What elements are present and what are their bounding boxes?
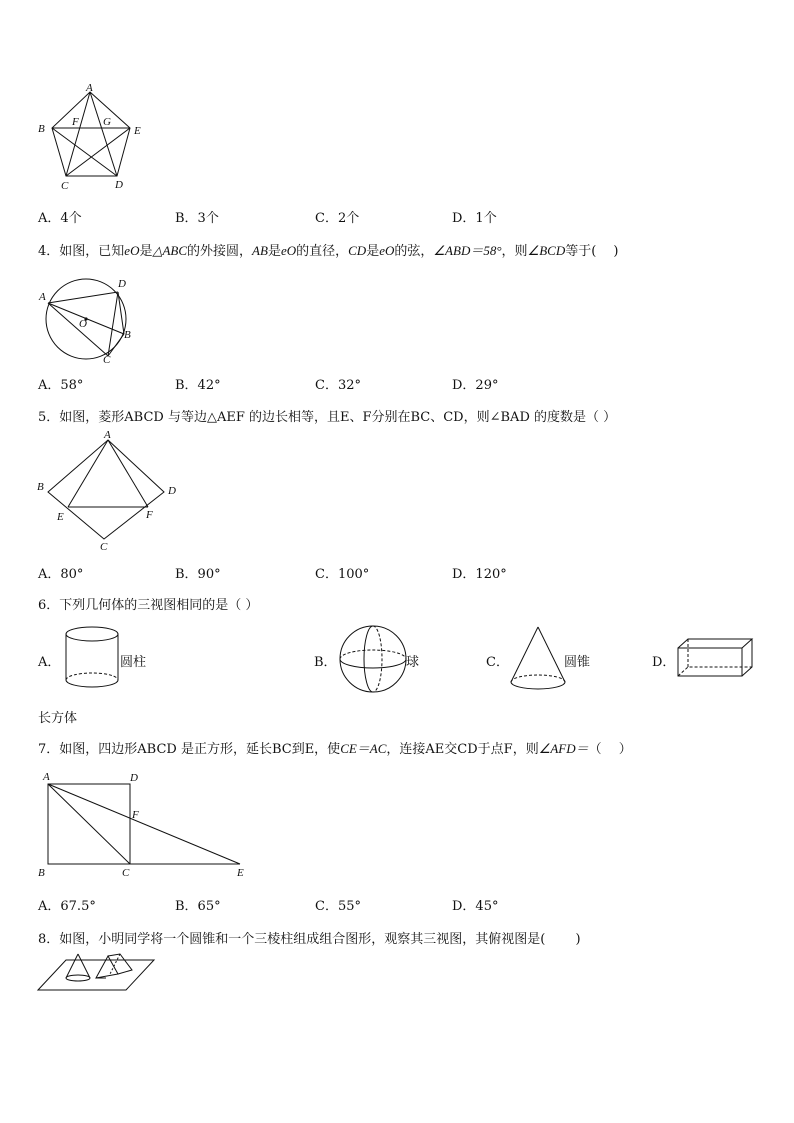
- q7-option-c[interactable]: C．55°: [315, 899, 361, 914]
- q3-option-d[interactable]: D．1个: [452, 211, 497, 226]
- q5-option-c[interactable]: C．100°: [315, 567, 370, 582]
- q5-label-C: C: [100, 541, 108, 553]
- q3-pentagon-figure: [30, 82, 160, 194]
- cone-icon: [508, 624, 568, 694]
- q4-label-B: B: [124, 329, 131, 341]
- q7-label-A: A: [43, 771, 50, 783]
- q6-label-sphere: 球: [406, 655, 420, 670]
- q4-question-text: 4．如图，已知eO是△ABC的外接圆，AB是eO的直径，CD是eO的弦，∠ABD＝58°，则∠BCD等于( ): [38, 243, 619, 259]
- q7-label-E: E: [237, 867, 244, 879]
- q3-option-b[interactable]: B．3个: [175, 211, 219, 226]
- q7-square-figure: [34, 767, 256, 883]
- cylinder-icon: [62, 624, 122, 692]
- q6-option-a[interactable]: A．: [38, 655, 61, 670]
- q3-option-a[interactable]: A．4个: [38, 211, 82, 226]
- q7-label-B: B: [38, 867, 45, 879]
- q4-label-A: A: [39, 291, 46, 303]
- q4-label-D: D: [118, 278, 126, 290]
- q7-label-D: D: [130, 772, 138, 784]
- q7-option-a[interactable]: A．67.5°: [38, 899, 96, 914]
- q3-label-F: F: [72, 116, 79, 128]
- q5-option-a[interactable]: A．80°: [38, 567, 84, 582]
- q8-question-text: 8．如图，小明同学将一个圆锥和一个三棱柱组成组合图形，观察其三视图，其俯视图是( ): [38, 932, 581, 947]
- q4-option-d[interactable]: D．29°: [452, 378, 499, 393]
- cuboid-icon: [674, 636, 756, 680]
- q7-option-b[interactable]: B．65°: [175, 899, 221, 914]
- q4-label-O: O: [79, 318, 87, 330]
- q7-label-C: C: [122, 867, 130, 879]
- q4-label-C: C: [103, 354, 111, 366]
- q6-option-c[interactable]: C．: [486, 655, 509, 670]
- q3-label-A: A: [86, 82, 93, 94]
- q6-label-cuboid: 长方体: [38, 711, 78, 726]
- q3-label-D: D: [115, 179, 123, 191]
- q3-label-B: B: [38, 123, 45, 135]
- q5-option-b[interactable]: B．90°: [175, 567, 221, 582]
- q5-rhombus-figure: [34, 428, 184, 554]
- q5-label-A: A: [104, 429, 111, 441]
- q4-option-b[interactable]: B．42°: [175, 378, 221, 393]
- q6-label-cone: 圆锥: [564, 655, 591, 670]
- q5-label-F: F: [146, 509, 153, 521]
- q3-label-C: C: [61, 180, 69, 192]
- q3-label-E: E: [134, 125, 141, 137]
- q7-question-text: 7．如图，四边形ABCD 是正方形，延长BC到E，使CE＝AC，连接AE交CD于点F，则∠AFD＝（ ）: [38, 741, 632, 757]
- q6-option-d[interactable]: D．: [652, 655, 676, 670]
- sphere-icon: [338, 624, 408, 694]
- q5-option-d[interactable]: D．120°: [452, 567, 507, 582]
- q6-question-text: 6．下列几何体的三视图相同的是（ ）: [38, 598, 259, 613]
- q3-option-c[interactable]: C．2个: [315, 211, 360, 226]
- q7-label-F: F: [132, 809, 139, 821]
- q5-label-D: D: [168, 485, 176, 497]
- q4-circle-figure: [36, 274, 140, 366]
- q4-option-c[interactable]: C．32°: [315, 378, 361, 393]
- q6-option-b[interactable]: B．: [314, 655, 337, 670]
- q5-question-text: 5．如图，菱形ABCD 与等边△AEF 的边长相等，且E、F分别在BC、CD，则∠BAD 的度数是（ ）: [38, 410, 617, 425]
- q5-label-E: E: [57, 511, 64, 523]
- q5-label-B: B: [37, 481, 44, 493]
- q7-option-d[interactable]: D．45°: [452, 899, 499, 914]
- q6-label-cylinder: 圆柱: [120, 655, 147, 670]
- q4-option-a[interactable]: A．58°: [38, 378, 84, 393]
- q8-cone-prism-figure: [36, 950, 156, 992]
- q3-label-G: G: [103, 116, 111, 128]
